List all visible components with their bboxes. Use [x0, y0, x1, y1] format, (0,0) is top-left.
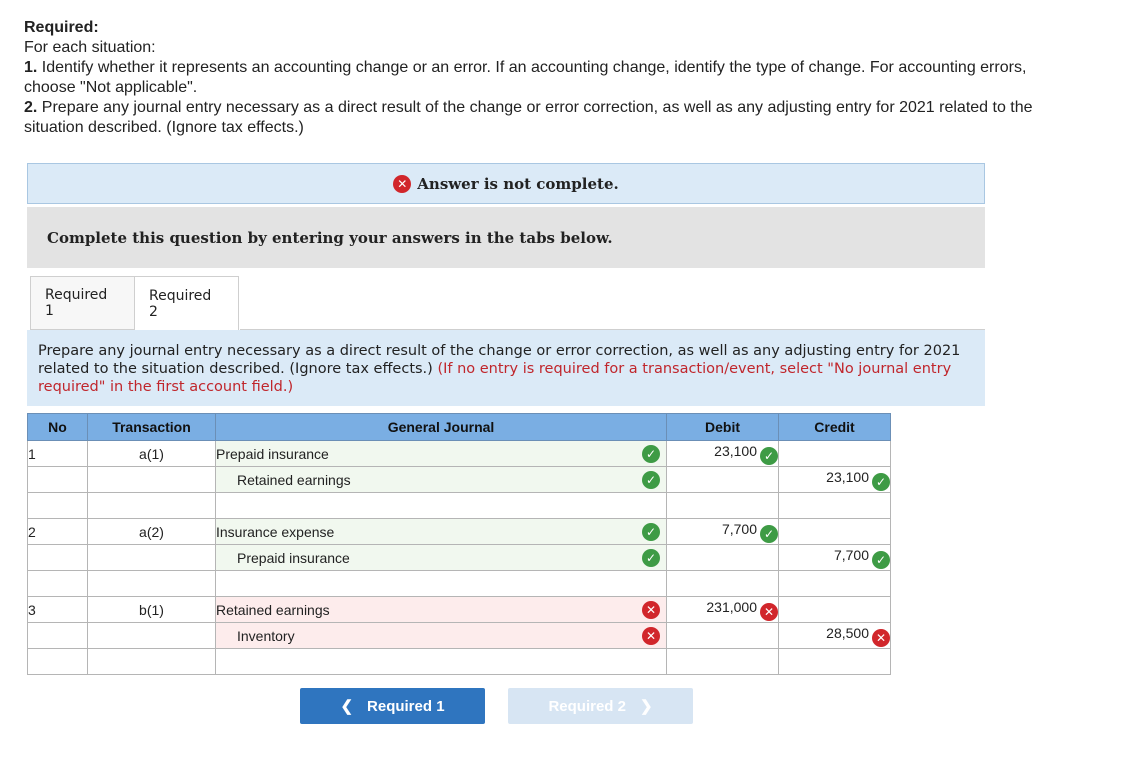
table-row	[28, 519, 891, 545]
row-transaction	[88, 467, 216, 493]
credit-field[interactable]	[779, 597, 891, 623]
credit-field[interactable]	[779, 571, 891, 597]
table-row	[28, 467, 891, 493]
account-field[interactable]	[216, 649, 667, 675]
next-required-2-button[interactable]: Required 2 ❯	[508, 688, 693, 724]
table-row	[28, 545, 891, 571]
row-no: 2	[28, 519, 88, 545]
tab-required-1[interactable]: Required 1	[30, 276, 134, 330]
debit-field[interactable]	[667, 623, 779, 649]
row-transaction: a(1)	[88, 441, 216, 467]
table-header-row	[28, 414, 891, 441]
for-each-text: For each situation:	[24, 39, 156, 56]
required-heading: Required:	[24, 19, 99, 36]
requirement-1: 1. Identify whether it represents an accounting change or an error. If an accounting change, identify the type of change. For accounting errors, choose "Not applicable".	[24, 59, 1027, 96]
debit-field[interactable]: 23,100 ✓	[667, 441, 779, 467]
account-field[interactable]: Inventory ✕	[216, 623, 667, 649]
account-field[interactable]: Insurance expense ✓	[216, 519, 667, 545]
table-row-empty	[28, 493, 891, 519]
general-journal-table	[27, 413, 891, 675]
row-no: 1	[28, 441, 88, 467]
header-transaction: Transaction	[88, 414, 216, 441]
chevron-right-icon: ❯	[639, 698, 653, 715]
tab-required-2[interactable]: Required 2	[134, 276, 239, 331]
x-circle-icon: ✕	[760, 603, 778, 621]
answer-status-text: Answer is not complete.	[417, 174, 619, 193]
instruction-note: (If no entry is required for a transaction/event, select "No journal entry required" in the first account field.)	[38, 361, 952, 395]
header-no: No	[28, 414, 88, 441]
row-no: 3	[28, 597, 88, 623]
chevron-left-icon: ❮	[340, 698, 354, 715]
table-row-empty	[28, 571, 891, 597]
debit-field[interactable]	[667, 571, 779, 597]
header-debit: Debit	[667, 414, 779, 441]
credit-field[interactable]: 7,700 ✓	[779, 545, 891, 571]
account-field[interactable]: Retained earnings ✓	[216, 467, 667, 493]
credit-field[interactable]: 28,500 ✕	[779, 623, 891, 649]
requirement-tabs	[30, 276, 239, 330]
table-row	[28, 623, 891, 649]
check-circle-icon: ✓	[642, 445, 660, 463]
check-circle-icon: ✓	[872, 551, 890, 569]
answer-status-banner	[27, 163, 985, 204]
check-circle-icon: ✓	[760, 447, 778, 465]
check-circle-icon: ✓	[872, 473, 890, 491]
table-row	[28, 597, 891, 623]
requirement-2: 2. Prepare any journal entry necessary as a direct result of the change or error correction, as well as any adjusting entry for 2021 related to the situation described. (Ignore tax effects.)	[24, 99, 1033, 136]
row-transaction	[88, 545, 216, 571]
instruction-panel	[27, 330, 985, 406]
instruction-text: Prepare any journal entry necessary as a direct result of the change or error correction, as well as any adjusting entry for 2021 related to the situation described. (Ignore tax effects.)	[38, 343, 961, 377]
header-credit: Credit	[779, 414, 891, 441]
account-field[interactable]: Prepaid insurance ✓	[216, 441, 667, 467]
row-transaction: b(1)	[88, 597, 216, 623]
account-field[interactable]: Prepaid insurance ✓	[216, 545, 667, 571]
credit-field[interactable]: 23,100 ✓	[779, 467, 891, 493]
x-circle-icon: ✕	[872, 629, 890, 647]
x-circle-icon: ✕	[642, 601, 660, 619]
question-intro	[24, 18, 1054, 138]
credit-field[interactable]	[779, 493, 891, 519]
row-no	[28, 467, 88, 493]
header-general-journal: General Journal	[216, 414, 667, 441]
complete-question-text: Complete this question by entering your answers in the tabs below.	[47, 228, 613, 247]
row-transaction: a(2)	[88, 519, 216, 545]
debit-field[interactable]	[667, 467, 779, 493]
debit-field[interactable]	[667, 649, 779, 675]
row-transaction	[88, 623, 216, 649]
debit-field[interactable]: 231,000 ✕	[667, 597, 779, 623]
debit-field[interactable]	[667, 493, 779, 519]
debit-field[interactable]	[667, 545, 779, 571]
x-circle-icon: ✕	[393, 175, 411, 193]
credit-field[interactable]	[779, 519, 891, 545]
row-no	[28, 545, 88, 571]
check-circle-icon: ✓	[642, 523, 660, 541]
x-circle-icon: ✕	[642, 627, 660, 645]
check-circle-icon: ✓	[642, 471, 660, 489]
account-field[interactable]	[216, 493, 667, 519]
previous-required-1-button[interactable]: ❮ Required 1	[300, 688, 485, 724]
check-circle-icon: ✓	[760, 525, 778, 543]
check-circle-icon: ✓	[642, 549, 660, 567]
complete-question-box	[27, 207, 985, 268]
debit-field[interactable]: 7,700 ✓	[667, 519, 779, 545]
table-row	[28, 441, 891, 467]
credit-field[interactable]	[779, 441, 891, 467]
credit-field[interactable]	[779, 649, 891, 675]
account-field[interactable]	[216, 571, 667, 597]
row-no	[28, 623, 88, 649]
account-field[interactable]: Retained earnings ✕	[216, 597, 667, 623]
table-row-empty	[28, 649, 891, 675]
